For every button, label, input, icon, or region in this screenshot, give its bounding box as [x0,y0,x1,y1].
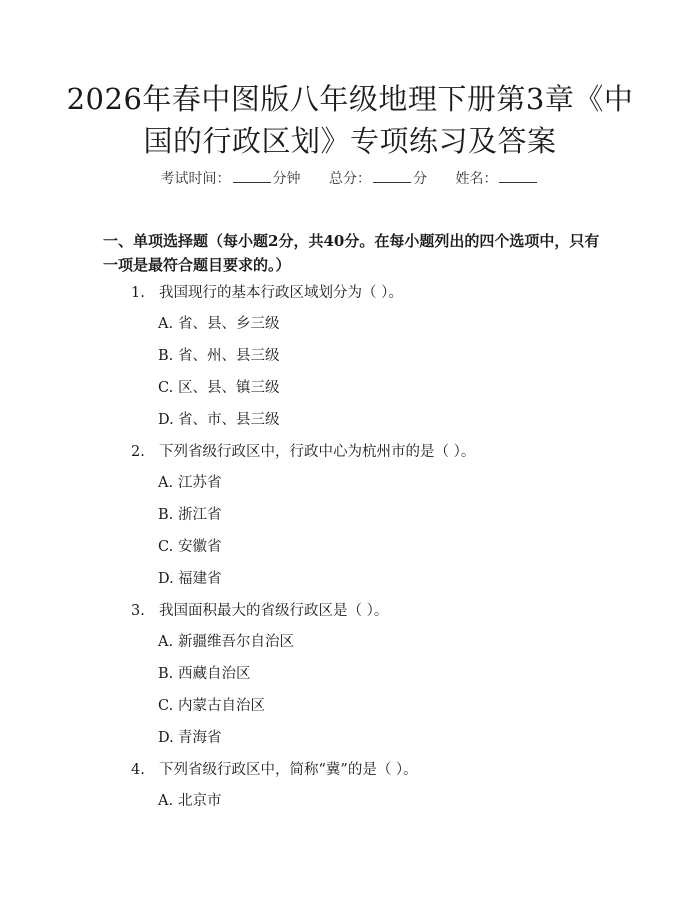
option-1b [158,346,280,366]
option-letter: C. [158,380,174,396]
option-2a [158,473,222,493]
total-score-field [329,171,431,187]
option-text: 新疆维吾尔自治区 [178,634,294,650]
total-score-unit: 分 [413,171,427,187]
option-letter: A. [158,793,174,809]
option-letter: B. [158,348,174,364]
option-letter: A. [158,316,174,332]
option-text: 内蒙古自治区 [178,698,265,714]
option-3a [158,632,294,652]
exam-meta [0,168,700,189]
option-letter: C. [158,698,174,714]
option-2c [158,537,222,557]
question-1 [131,283,403,303]
option-3b [158,664,251,684]
question-text: 下列省级行政区中，行政中心为杭州市的是（ ）。 [159,444,476,460]
question-3 [131,601,388,621]
question-number: 1. [131,285,145,301]
question-4 [131,760,418,780]
exam-time-blank [233,168,271,183]
option-text: 省、州、县三级 [178,348,280,364]
option-3d [158,728,222,748]
option-text: 安徽省 [178,539,222,555]
option-letter: A. [158,634,174,650]
option-letter: B. [158,666,174,682]
option-text: 西藏自治区 [178,666,251,682]
option-4a [158,791,222,811]
total-score-blank [373,168,411,183]
option-text: 福建省 [178,571,222,587]
name-field [455,171,539,187]
option-text: 浙江省 [178,507,222,523]
question-2 [131,442,475,462]
option-letter: D. [158,412,174,428]
exam-time-unit: 分钟 [272,171,301,187]
option-text: 北京市 [178,793,222,809]
option-text: 青海省 [178,730,222,746]
option-letter: A. [158,475,174,491]
option-text: 区、县、镇三级 [178,380,280,396]
option-letter: D. [158,571,174,587]
option-3c [158,696,265,716]
question-text: 下列省级行政区中，简称“冀”的是（ ）。 [159,762,418,778]
option-2b [158,505,222,525]
option-letter: C. [158,539,174,555]
exam-time-label: 考试时间： [160,171,231,187]
option-1c [158,378,280,398]
page-title: 2026年春中图版八年级地理下册第3章《中国的行政区划》专项练习及答案 [66,82,634,158]
option-letter: D. [158,730,174,746]
option-text: 省、县、乡三级 [178,316,280,332]
question-number: 2. [131,444,145,460]
option-text: 江苏省 [178,475,222,491]
name-blank [499,168,537,183]
exam-time-field [161,171,305,187]
option-2d [158,569,222,589]
option-text: 省、市、县三级 [178,412,280,428]
question-number: 4. [131,762,145,778]
name-label: 姓名： [455,171,498,187]
question-number: 3. [131,603,145,619]
section-heading: 一、单项选择题（每小题2分，共40分。在每小题列出的四个选项中，只有一项是最符合题目要求的。） [103,232,600,274]
option-letter: B. [158,507,174,523]
question-text: 我国面积最大的省级行政区是（ ）。 [159,603,389,619]
option-1d [158,410,280,430]
question-text: 我国现行的基本行政区域划分为（ ）。 [159,285,403,301]
option-1a [158,314,280,334]
total-score-label: 总分： [329,171,371,187]
